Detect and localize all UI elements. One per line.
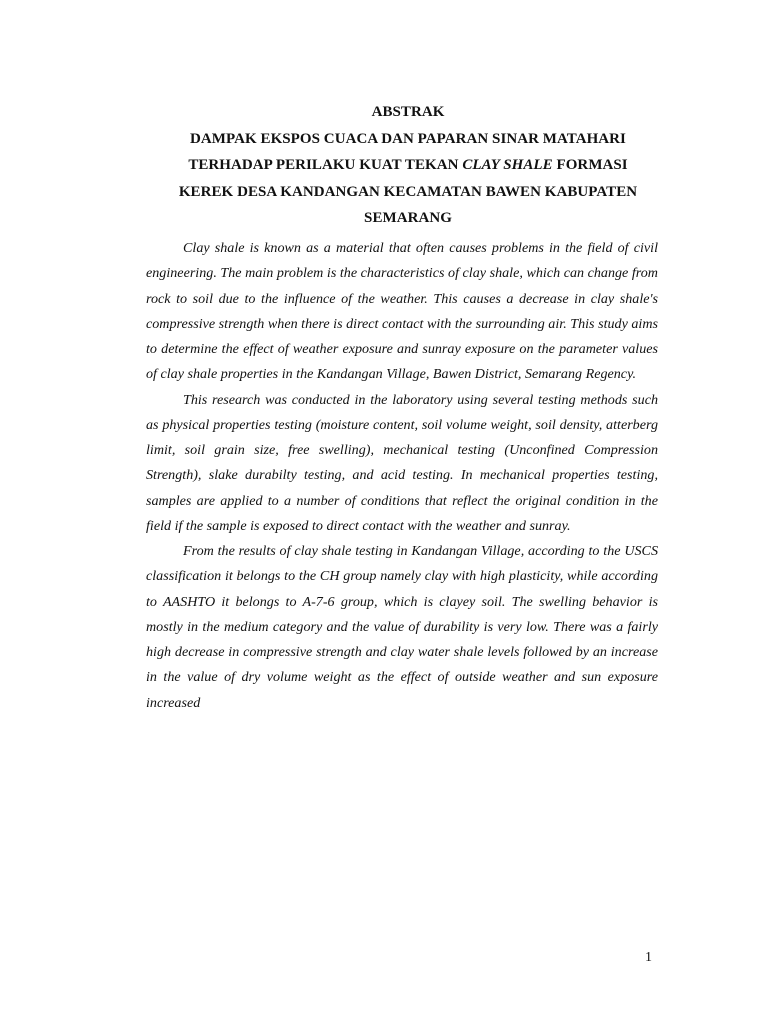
title-line-2-prefix: TERHADAP PERILAKU KUAT TEKAN xyxy=(188,157,463,173)
abstract-body xyxy=(146,236,658,716)
page-number: 1 xyxy=(645,950,652,965)
title-line-2 xyxy=(146,152,670,179)
abstract-heading xyxy=(146,99,670,232)
title-line-4: SEMARANG xyxy=(364,210,452,226)
abstract-paragraph-3: From the results of clay shale testing in Kandangan Village, according to the USCS classification it belongs to the CH group namely clay with high plasticity, while according to AASHTO it belongs to A-7-6 group, which is clayey soil. The swelling behavior is mostly in the medium category and the value of durability is very low. There was a fairly high decrease in compressive strength and clay water shale levels followed by an increase in the value of dry volume weight as the effect of outside weather and sun exposure increased xyxy=(146,543,658,711)
abstract-paragraph-1: Clay shale is known as a material that often causes problems in the field of civil engineering. The main problem is the characteristics of clay shale, which can change from rock to soil due to the influence of the weather. This causes a decrease in clay shale's compressive strength when there is direct contact with the surrounding air. This study aims to determine the effect of weather exposure and sunray exposure on the parameter values of clay shale properties in the Kandangan Village, Bawen District, Semarang Regency. xyxy=(146,240,658,383)
title-line-1: DAMPAK EKSPOS CUACA DAN PAPARAN SINAR MATAHARI xyxy=(190,130,626,147)
abstract-paragraph-2: This research was conducted in the laboratory using several testing methods such as physical properties testing (moisture content, soil volume weight, soil density, atterberg limit, soil grain size, free swelling), mechanical testing (Unconfined Compression Strength), slake durabilty testing, and acid testing. In mechanical properties testing, samples are applied to a number of conditions that reflect the original condition in the field if the sample is exposed to direct contact with the weather and sunray. xyxy=(146,391,658,534)
abstract-label: ABSTRAK xyxy=(371,104,445,120)
title-line-2-italic: CLAY SHALE xyxy=(462,157,553,173)
title-line-3: KEREK DESA KANDANGAN KECAMATAN BAWEN KABUPATEN xyxy=(178,183,638,200)
title-line-2-suffix: FORMASI xyxy=(552,157,628,173)
